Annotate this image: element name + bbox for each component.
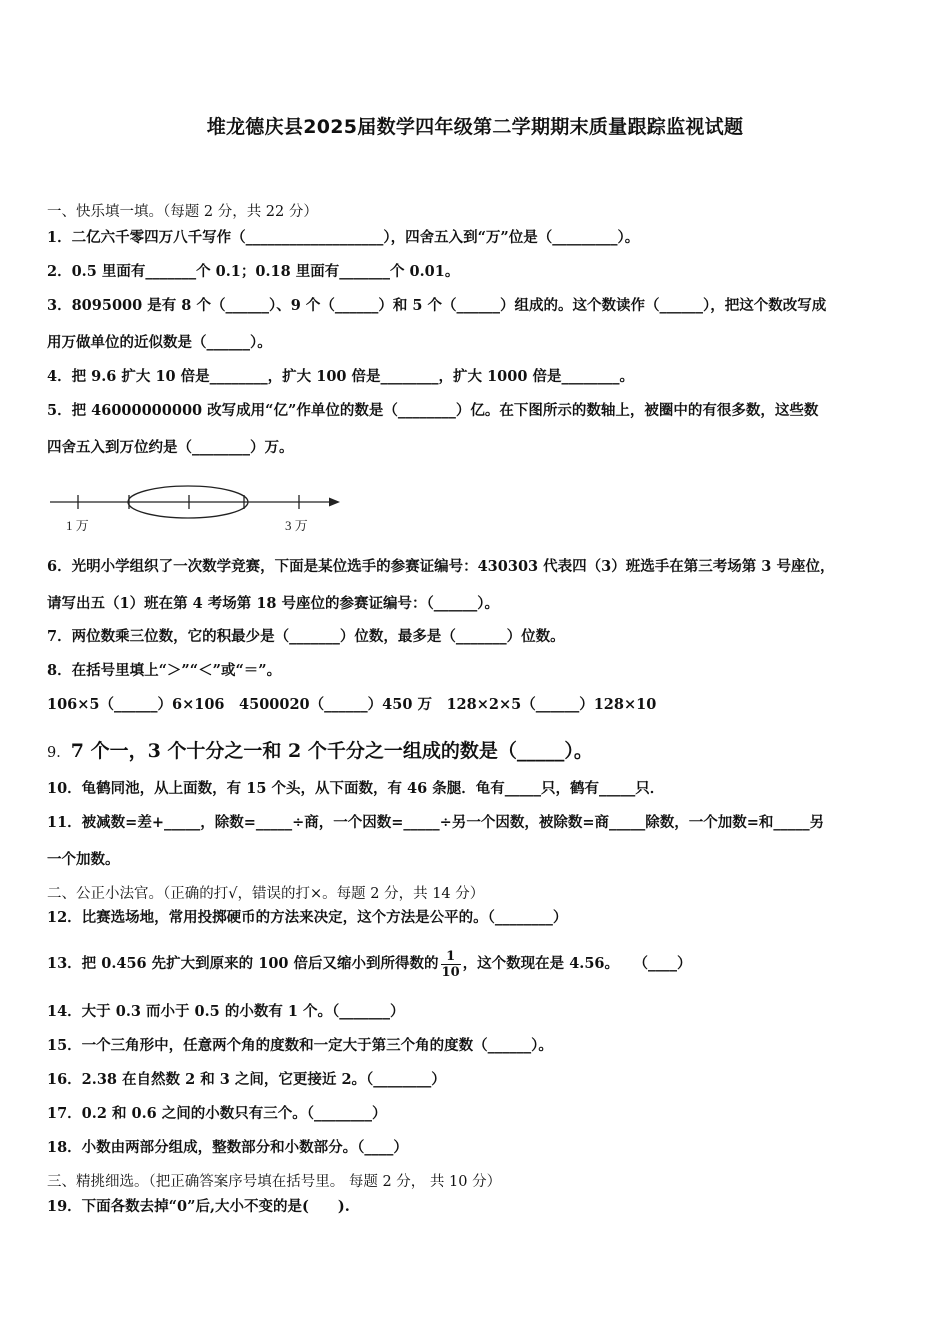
question-1: 1．二亿六千零四万八千写作（___________________），四舍五入到“万”位是（_________）。 (47, 229, 640, 246)
question-3-line-1: 3．8095000 是有 8 个（______）、9 个（______）和 5 个（______）组成的。这个数读作（______），把这个数改写成 (47, 297, 827, 314)
number-line-right-label: 3 万 (285, 518, 308, 533)
question-7: 7．两位数乘三位数，它的积最少是（_______）位数，最多是（_______）位数。 (47, 628, 565, 645)
question-11-line-1: 11．被减数=差+_____，除数=_____÷商，一个因数=_____÷另一个因数，被除数=商_____除数，一个加数=和_____另 (47, 814, 825, 831)
section-heading-2: 二、公正小法官。（正确的打√，错误的打×。每题 2 分，共 14 分） (47, 886, 485, 902)
question-8: 8．在括号里填上“＞”“＜”或“＝”。 (47, 662, 282, 679)
question-6-line-1: 6．光明小学组织了一次数学竞赛，下面是某位选手的参赛证编号：430303 代表四（3）班选手在第三考场第 3 号座位， (47, 558, 835, 575)
question-5-line-2: 四舍五入到万位约是（________）万。 (47, 439, 294, 456)
question-13-text: 13．把 0.456 先扩大到原来的 100 倍后又缩小到所得数的 (47, 955, 439, 972)
question-17: 17．0.2 和 0.6 之间的小数只有三个。（________） (47, 1105, 387, 1122)
question-12: 12．比赛选场地，常用投掷硬币的方法来决定，这个方法是公平的。（________） (47, 909, 568, 926)
number-line-left-label: 1 万 (66, 518, 89, 533)
question-14: 14．大于 0.3 而小于 0.5 的小数有 1 个。（_______） (47, 1003, 405, 1020)
question-5-line-1: 5．把 46000000000 改写成用“亿”作单位的数是（________）亿。在下图所示的数轴上，被圈中的有很多数，这些数 (47, 402, 819, 419)
question-16: 16．2.38 在自然数 2 和 3 之间，它更接近 2。（________） (47, 1071, 446, 1088)
section-heading-1: 一、快乐填一填。（每题 2 分，共 22 分） (47, 204, 318, 220)
question-8-comparisons: 106×5（______）6×106 4500020（______）450 万 128×2×5（______）128×10 (47, 696, 657, 713)
question-9-number: 9． (47, 745, 71, 761)
question-13-tail: ，这个数现在是 4.56。 （____） (462, 955, 692, 972)
fraction-numerator: 1 (446, 948, 456, 964)
fraction-denominator: 10 (441, 964, 460, 980)
question-13 (47, 946, 692, 982)
question-9-text: 7 个一，3 个十分之一和 2 个千分之一组成的数是（_____）。 (70, 740, 593, 762)
section-heading-3: 三、精挑细选。（把正确答案序号填在括号里。 每题 2 分， 共 10 分） (47, 1174, 502, 1190)
fraction-one-tenth (441, 949, 461, 980)
question-19: 19．下面各数去掉“0”后,大小不变的是( ). (47, 1198, 350, 1215)
question-6-line-2: 请写出五（1）班在第 4 考场第 18 号座位的参赛证编号：（______）。 (47, 595, 500, 612)
question-2: 2．0.5 里面有_______个 0.1；0.18 里面有_______个 0.01。 (47, 263, 460, 280)
question-15: 15．一个三角形中，任意两个角的度数和一定大于第三个角的度数（______）。 (47, 1037, 553, 1054)
question-9 (47, 738, 593, 764)
question-3-line-2: 用万做单位的近似数是（______）。 (47, 334, 272, 351)
question-18: 18．小数由两部分组成，整数部分和小数部分。（____） (47, 1139, 408, 1156)
page-title: 堆龙德庆县2025届数学四年级第二学期期末质量跟踪监视试题 (206, 116, 744, 138)
number-line-figure (44, 478, 354, 540)
question-10: 10．龟鹤同池，从上面数，有 15 个头，从下面数，有 46 条腿．龟有_____只，鹤有_____只． (47, 780, 665, 797)
question-4: 4．把 9.6 扩大 10 倍是________，扩大 100 倍是________，扩大 1000 倍是________。 (47, 368, 635, 385)
question-11-line-2: 一个加数。 (47, 851, 120, 868)
